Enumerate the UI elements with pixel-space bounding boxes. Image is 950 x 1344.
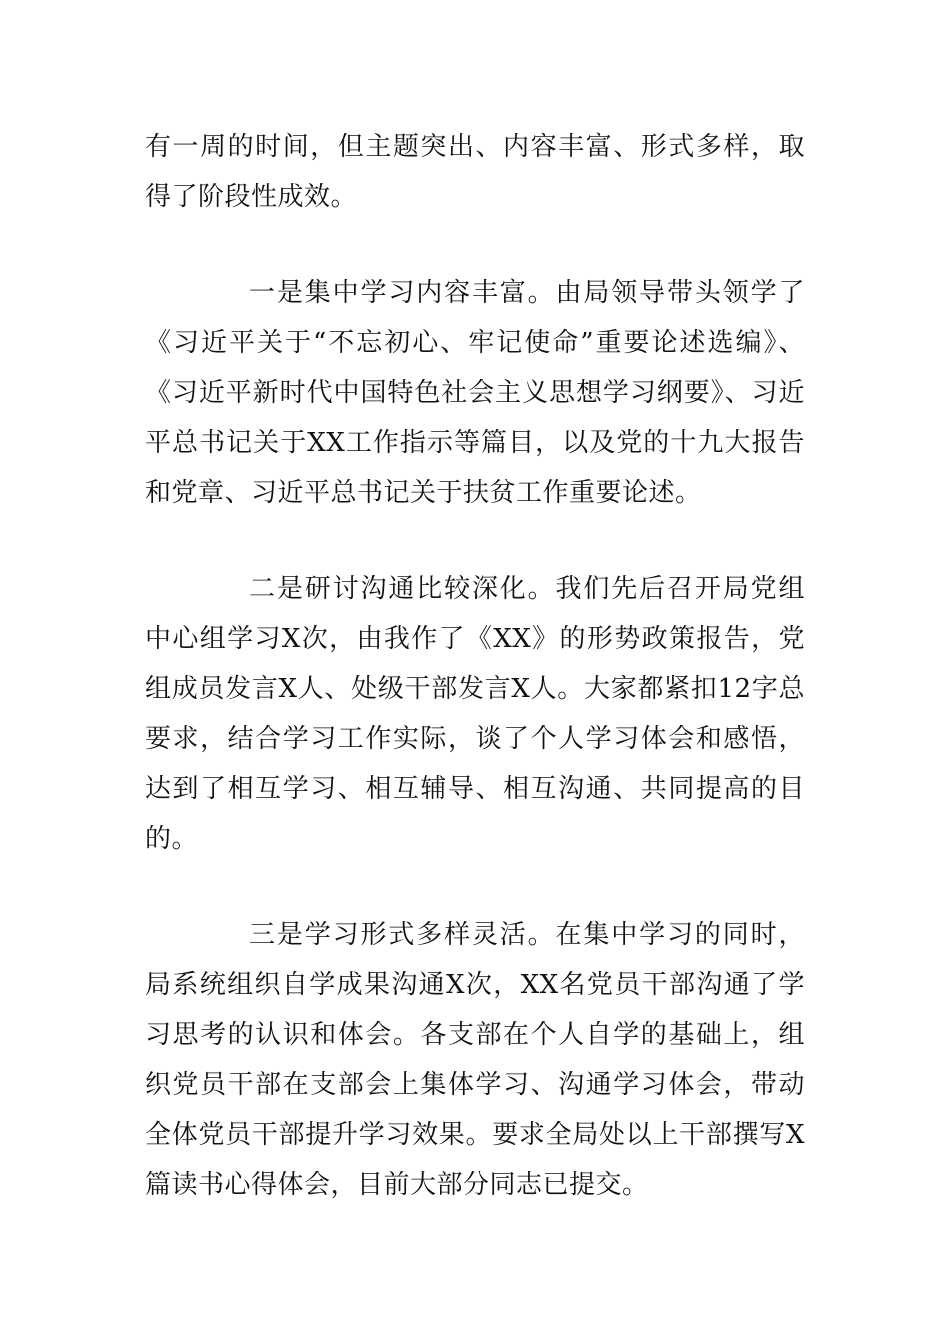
paragraph-continuation: 有一周的时间，但主题突出、内容丰富、形式多样，取得了阶段性成效。 — [145, 132, 805, 212]
paragraph-discussion: 二是研讨沟通比较深化。我们先后召开局党组中心组学习X次，由我作了《XX》的形势政策报告，党组成员发言X人、处级干部发言X人。大家都紧扣12字总要求，结合学习工作实际，谈了个人学习体会和感悟，达到了相互学习、相互辅导、相互沟通、共同提高的目的。 — [145, 574, 805, 854]
paragraph-study-forms: 三是学习形式多样灵活。在集中学习的同时，局系统组织自学成果沟通X次，XX名党员干部沟通了学习思考的认识和体会。各支部在个人自学的基础上，组织党员干部在支部会上集体学习、沟通学习体会，带动全体党员干部提升学习效果。要求全局处以上干部撰写X篇读书心得体会，目前大部分同志已提交。 — [145, 920, 805, 1200]
paragraph-gap — [145, 222, 805, 268]
paragraph-study-content: 一是集中学习内容丰富。由局领导带头领学了《习近平关于“不忘初心、牢记使命”重要论述选编》、《习近平新时代中国特色社会主义思想学习纲要》、习近平总书记关于XX工作指示等篇目，以及党的十九大报告和党章、习近平总书记关于扶贫工作重要论述。 — [145, 278, 805, 508]
document-body — [145, 122, 805, 1210]
paragraph-gap — [145, 518, 805, 564]
paragraph-gap — [145, 864, 805, 910]
